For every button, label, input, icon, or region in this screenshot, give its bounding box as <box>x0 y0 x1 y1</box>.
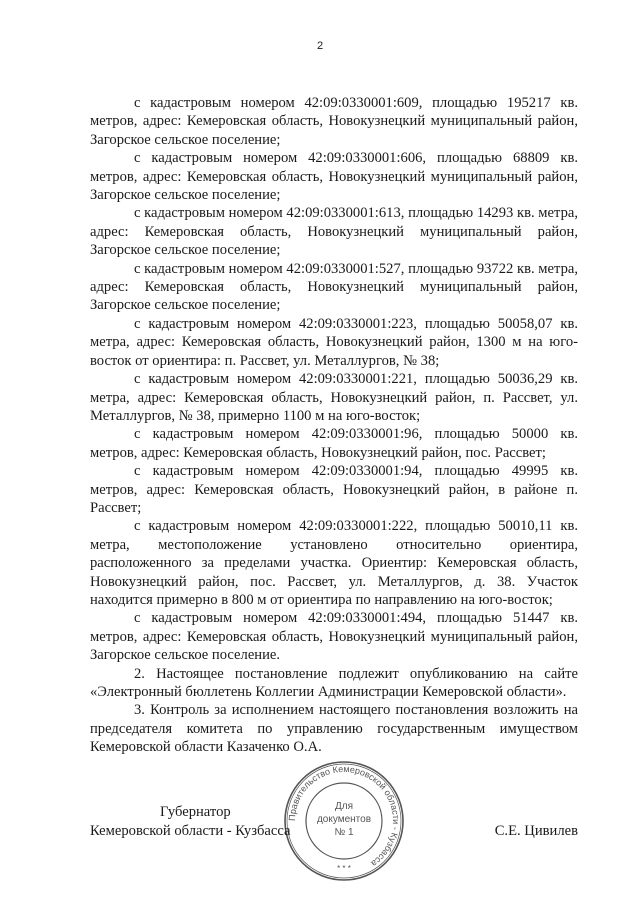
list-item: с кадастровым номером 42:09:0330001:96, площадью 50000 кв. метров, адрес: Кемеровская область, Новокузнецкий район, пос. Рассвет; <box>90 426 578 461</box>
clause-3: 3. Контроль за исполнением настоящего постановления возложить на председателя комитета по управлению государственным имуществом Кемеровской области Казаченко О.А. <box>90 702 578 756</box>
list-item: с кадастровым номером 42:09:0330001:223, площадью 50058,07 кв. метра, адрес: Кемеровская область, Новокузнецкий район, 1300 м на юго-восток от ориентира: п. Рассвет, ул. Металлургов, № 38; <box>90 315 578 369</box>
signatory-title: Губернатор <box>160 804 231 820</box>
list-item: с кадастровым номером 42:09:0330001:609, площадью 195217 кв. метров, адрес: Кемеровская область, Новокузнецкий муниципальный район, Загорское сельское поселение; <box>90 95 578 148</box>
signatory-organization: Кемеровской области - Кузбасса <box>90 823 291 839</box>
list-item: с кадастровым номером 42:09:0330001:222, площадью 50010,11 кв. метра, местоположение установлено относительно ориентира, расположенного за пределами участка. Ориентир: Кемеровская область, Новокузнецкий район, пос. Рассвет, ул. Металлургов, д. 38. Участок находится примерно в 800 м от ориентира по направлению на юго-восток; <box>90 518 578 608</box>
stamp-stars: * * * <box>337 864 351 873</box>
page-number: 2 <box>316 40 324 52</box>
list-item: с кадастровым номером 42:09:0330001:613, площадью 14293 кв. метра, адрес: Кемеровская область, Новокузнецкий муниципальный район, Загорское сельское поселение; <box>90 205 578 259</box>
stamp-line-2: документов <box>316 814 372 825</box>
document-body <box>90 94 578 757</box>
list-item: с кадастровым номером 42:09:0330001:606, площадью 68809 кв. метров, адрес: Кемеровская область, Новокузнецкий муниципальный район, Загорское сельское поселение; <box>90 150 578 204</box>
signatory-name: С.Е. Цивилев <box>494 823 578 839</box>
signature-block <box>90 803 578 843</box>
stamp-line-3: № 1 <box>334 827 354 838</box>
list-item: с кадастровым номером 42:09:0330001:94, площадью 49995 кв. метров, адрес: Кемеровская область, Новокузнецкий район, в районе п. Рассвет; <box>90 463 578 516</box>
clause-2: 2. Настоящее постановление подлежит опубликованию на сайте «Электронный бюллетень Коллегии Администрации Кемеровской области». <box>90 665 578 700</box>
list-item: с кадастровым номером 42:09:0330001:527, площадью 93722 кв. метра, адрес: Кемеровская область, Новокузнецкий муниципальный район, Загорское сельское поселение; <box>90 260 578 314</box>
stamp-ring-text: Правительство Кемеровской области - Кузбасса <box>286 763 402 869</box>
stamp-line-1: Для <box>334 801 354 812</box>
list-item: с кадастровым номером 42:09:0330001:221, площадью 50036,29 кв. метра, адрес: Кемеровская область, Новокузнецкий район, п. Рассвет, ул. Металлургов, № 38, примерно 1100 м на юго-восток; <box>90 371 578 424</box>
list-item: с кадастровым номером 42:09:0330001:494, площадью 51447 кв. метров, адрес: Кемеровская область, Новокузнецкий муниципальный район, Загорское сельское поселение. <box>90 610 578 664</box>
